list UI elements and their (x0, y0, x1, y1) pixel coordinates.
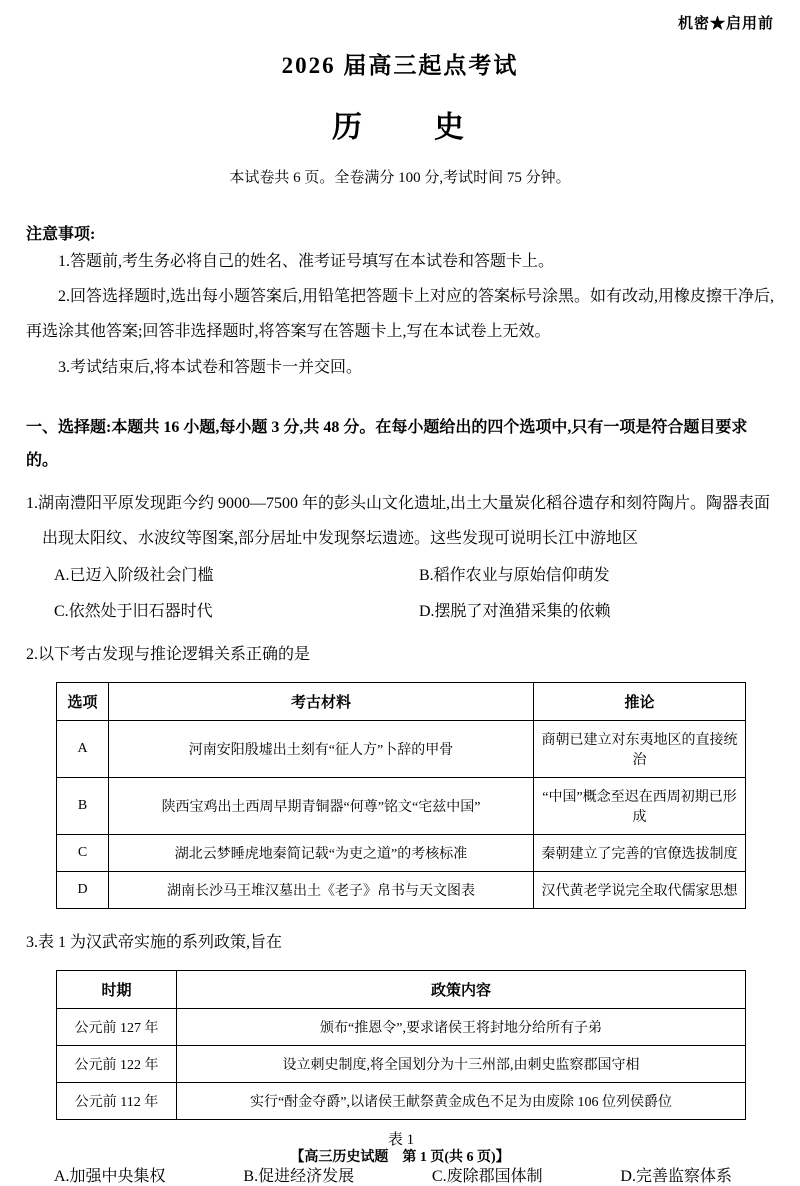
question-3-option-d: D.完善监察体系 (620, 1168, 732, 1186)
table-header-cell: 时期 (57, 971, 177, 1009)
question-3-stem: 3.表 1 为汉武帝实施的系列政策,旨在 (26, 933, 283, 951)
question-1-option-c: C.依然处于旧石器时代 (54, 602, 213, 620)
table-cell: 湖北云梦睡虎地秦简记载“为吏之道”的考核标准 (109, 834, 534, 871)
question-1 (26, 486, 774, 629)
table-cell: 实行“酎金夺爵”,以诸侯王献祭黄金成色不足为由废除 106 位列侯爵位 (177, 1083, 746, 1120)
question-1-option-d: D.摆脱了对渔猎采集的依赖 (419, 602, 611, 620)
question-3-table (56, 970, 746, 1120)
question-1-option-b: B.稻作农业与原始信仰萌发 (419, 567, 610, 585)
table-cell: 商朝已建立对东夷地区的直接统治 (534, 720, 746, 777)
table-row (57, 1009, 746, 1046)
table-cell: 陕西宝鸡出土西周早期青铜器“何尊”铭文“宅兹中国” (109, 777, 534, 834)
notes-section (26, 221, 774, 385)
note-item-3: 3.考试结束后,将本试卷和答题卡一并交回。 (58, 358, 363, 376)
table-cell: 河南安阳殷墟出土刻有“征人方”卜辞的甲骨 (109, 720, 534, 777)
table-header-cell: 政策内容 (177, 971, 746, 1009)
question-2 (26, 637, 774, 909)
table-header-row (57, 682, 746, 720)
table-cell: 颁布“推恩令”,要求诸侯王将封地分给所有子弟 (177, 1009, 746, 1046)
table-row (57, 1046, 746, 1083)
question-3-option-c: C.废除郡国体制 (431, 1168, 543, 1186)
question-1-stem: 1.湖南澧阳平原发现距今约 9000—7500 年的彭头山文化遗址,出土大量炭化稻谷遗存和刻符陶片。陶器表面出现太阳纹、水波纹等图案,部分居址中发现祭坛遗迹。这些发现可说明长江中游地区 (26, 494, 771, 548)
exam-title: 2026 届高三起点考试 (281, 53, 519, 78)
table-row (57, 834, 746, 871)
table-cell: 汉代黄老学说完全取代儒家思想 (534, 871, 746, 908)
classification-label: 机密★启用前 (677, 16, 774, 32)
exam-info: 本试卷共 6 页。全卷满分 100 分,考试时间 75 分钟。 (229, 170, 571, 186)
note-item-2: 2.回答选择题时,选出每小题答案后,用铅笔把答题卡上对应的答案标号涂黑。如有改动,用橡皮擦干净后,再选涂其他答案;回答非选择题时,将答案写在答题卡上,写在本试卷上无效。 (26, 288, 775, 341)
table-cell: D (57, 871, 109, 908)
question-1-options (26, 558, 774, 628)
table-row (57, 777, 746, 834)
table-row (57, 871, 746, 908)
table-cell: 公元前 112 年 (57, 1083, 177, 1120)
table-cell: C (57, 834, 109, 871)
question-3-option-a: A.加强中央集权 (54, 1168, 166, 1186)
table-row (57, 720, 746, 777)
table-row (57, 1083, 746, 1120)
notes-heading: 注意事项: (26, 226, 96, 243)
table-cell: 设立刺史制度,将全国划分为十三州部,由刺史监察郡国守相 (177, 1046, 746, 1083)
question-2-stem: 2.以下考古发现与推论逻辑关系正确的是 (26, 645, 311, 663)
question-1-option-a: A.已迈入阶级社会门槛 (54, 567, 214, 585)
table-cell: “中国”概念至迟在西周初期已形成 (534, 777, 746, 834)
section-heading: 一、选择题:本题共 16 小题,每小题 3 分,共 48 分。在每小题给出的四个选项中,只有一项是符合题目要求的。 (26, 418, 748, 470)
page-footer: 【高三历史试题 第 1 页(共 6 页)】 (290, 1150, 510, 1165)
table-cell: 公元前 127 年 (57, 1009, 177, 1046)
table-header-row (57, 971, 746, 1009)
question-2-table (56, 682, 746, 909)
table-header-cell: 推论 (534, 682, 746, 720)
note-item-1: 1.答题前,考生务必将自己的姓名、准考证号填写在本试卷和答题卡上。 (58, 253, 555, 270)
table-cell: 湖南长沙马王堆汉墓出土《老子》帛书与天文图表 (109, 871, 534, 908)
table-cell: 公元前 122 年 (57, 1046, 177, 1083)
table-cell: 秦朝建立了完善的官僚选拔制度 (534, 834, 746, 871)
question-3-option-b: B.促进经济发展 (243, 1168, 355, 1186)
table-header-cell: 考古材料 (109, 682, 534, 720)
table-cell: A (57, 720, 109, 777)
question-3-options (26, 1163, 774, 1186)
table-cell: B (57, 777, 109, 834)
table-header-cell: 选项 (57, 682, 109, 720)
table-caption: 表 1 (387, 1132, 415, 1149)
subject-title: 历 史 (332, 111, 468, 144)
